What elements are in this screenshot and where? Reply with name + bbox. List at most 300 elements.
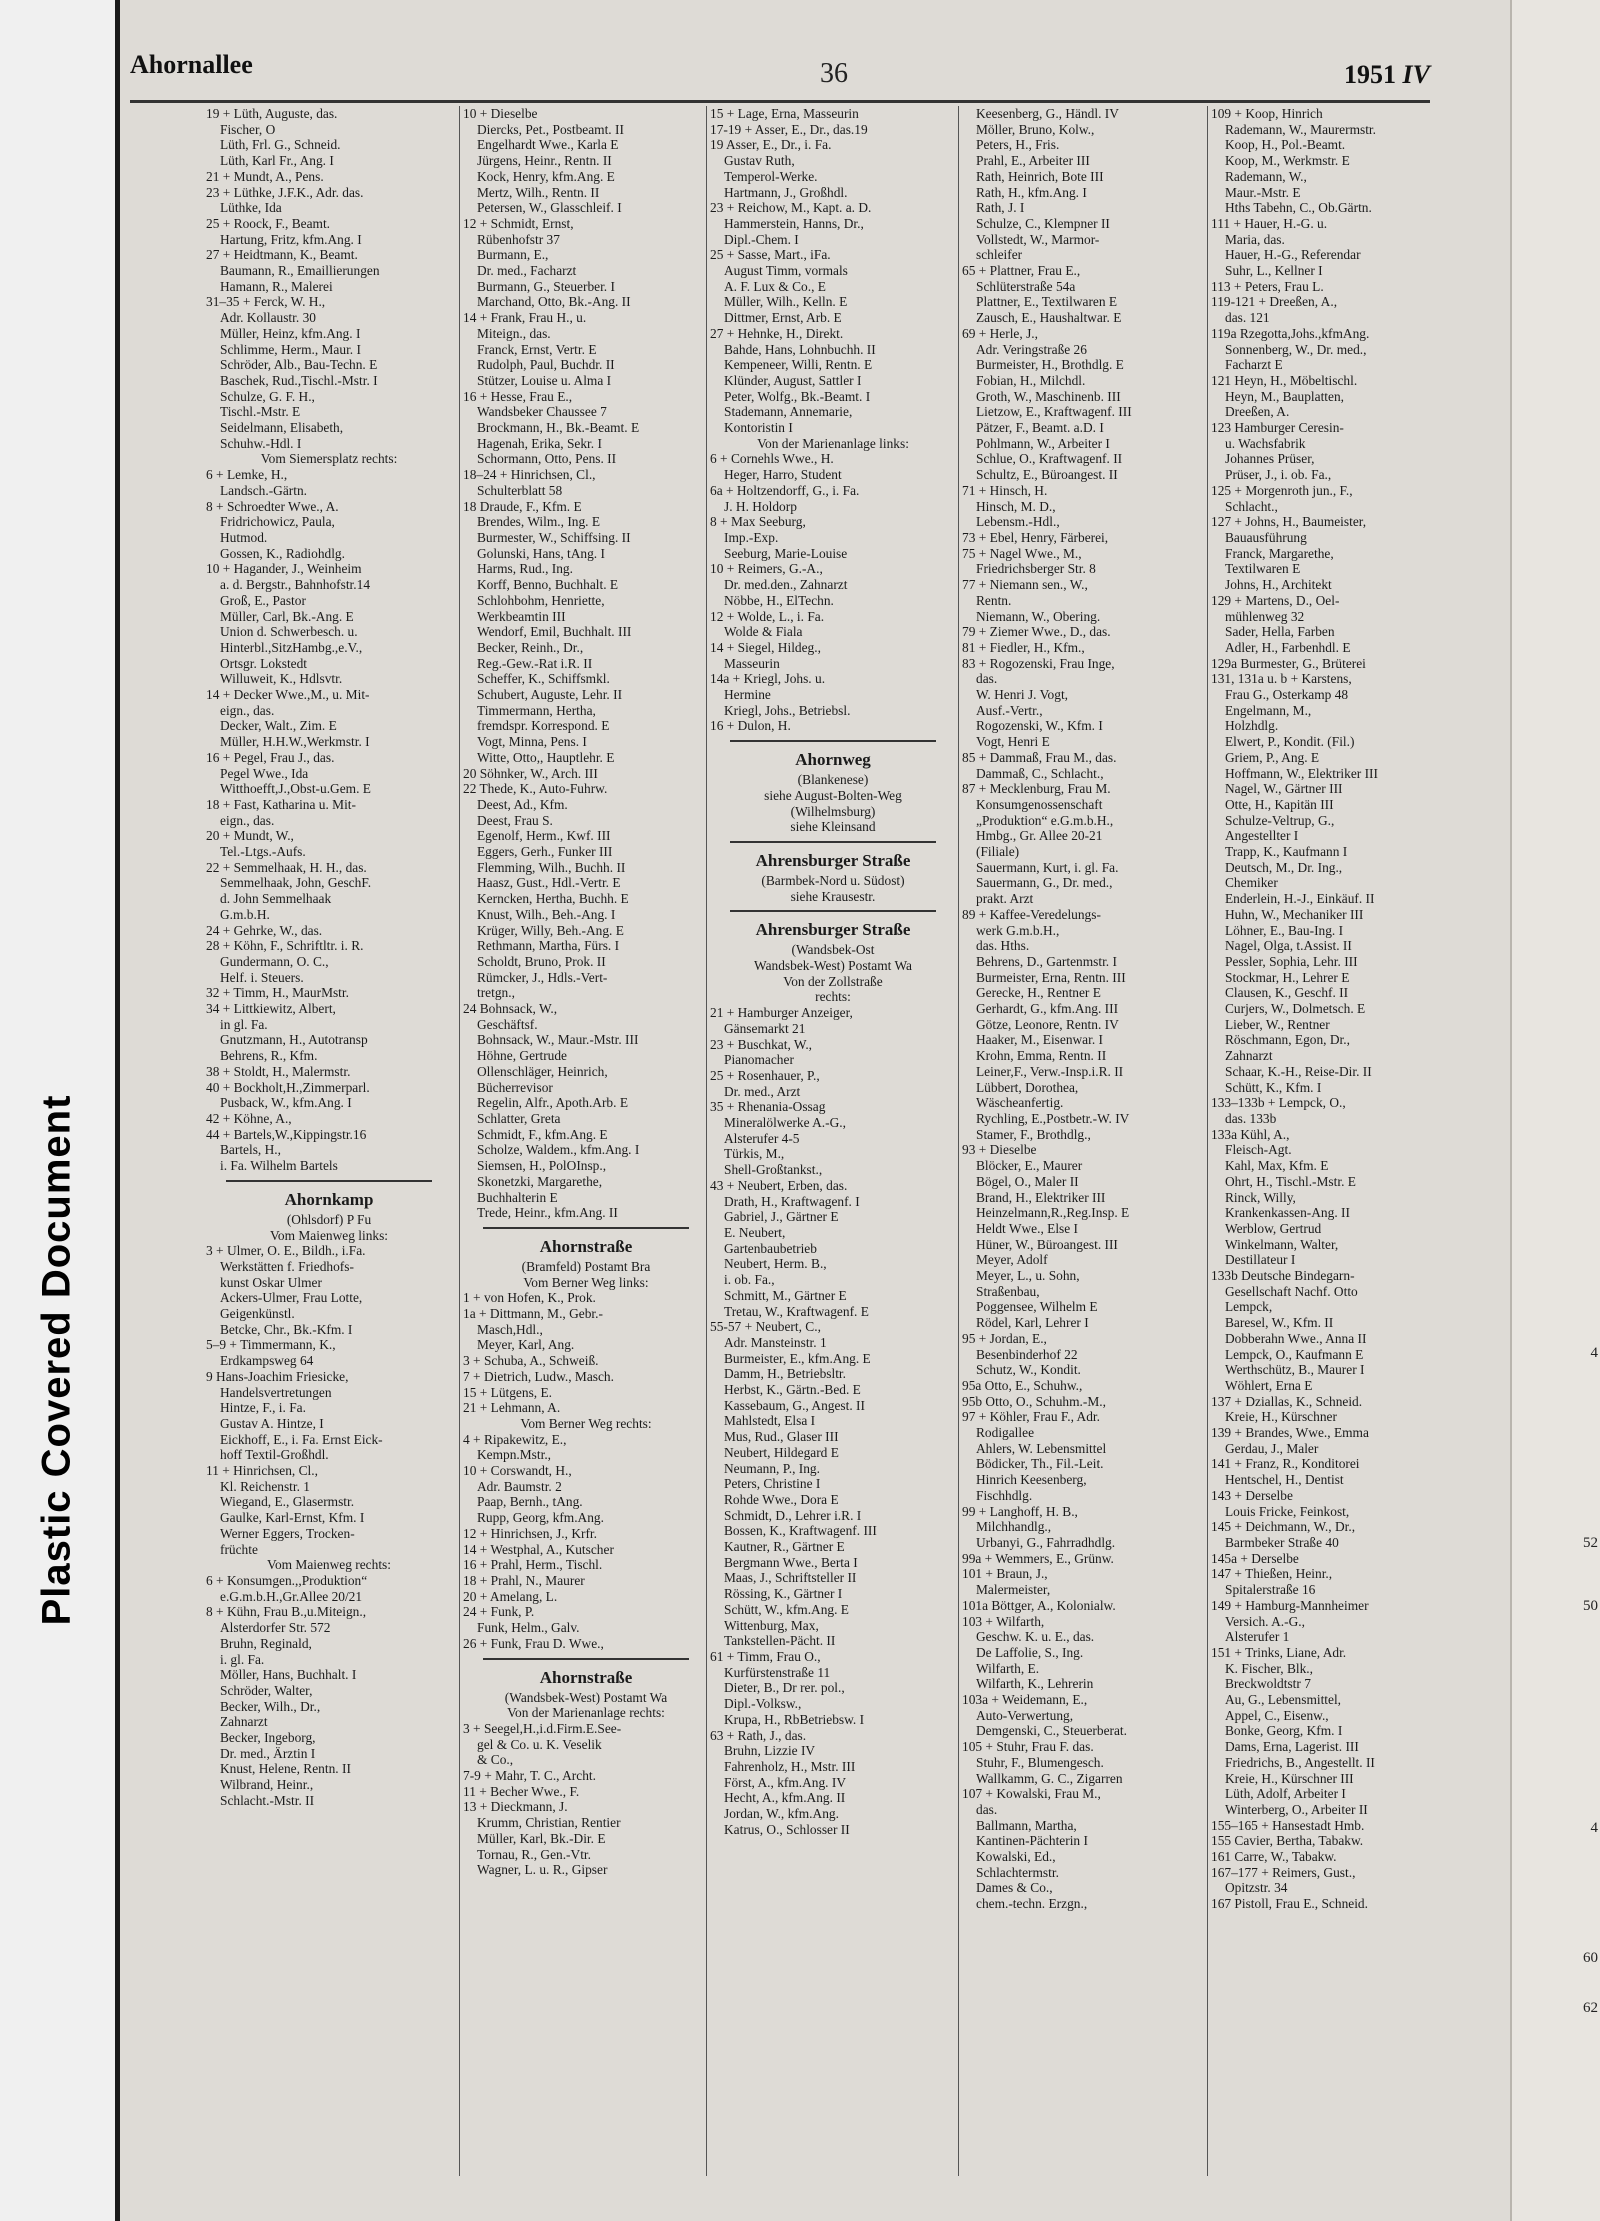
directory-entry: Bödicker, Th., Fil.-Leit. — [976, 1456, 1104, 1472]
directory-entry: Plattner, E., Textilwaren E — [976, 294, 1118, 310]
directory-entry: eign., das. — [220, 702, 275, 718]
directory-entry: Neubert, Hildegard E — [724, 1444, 839, 1460]
directory-entry: Konsumgenossenschaft — [976, 796, 1103, 812]
directory-entry: Möller, Bruno, Kolw., — [976, 121, 1095, 137]
directory-entry: Müller, H.H.W.,Werkmstr. I — [220, 734, 370, 750]
directory-entry: Tornau, R., Gen.-Vtr. — [477, 1846, 591, 1862]
directory-entry: Prahl, E., Arbeiter III — [976, 153, 1090, 169]
directory-entry: Winkelmann, Walter, — [1225, 1236, 1339, 1252]
directory-entry: Rath, H., kfm.Ang. I — [976, 184, 1087, 200]
directory-entry: Wilfarth, E. — [976, 1660, 1040, 1676]
directory-entry: 95b Otto, O., Schuhm.-M., — [962, 1393, 1106, 1409]
directory-entry: Hauer, H.-G., Referendar — [1225, 247, 1361, 263]
directory-entry: 119a Rzegotta,Johs.,kfmAng. — [1211, 325, 1370, 341]
directory-entry: Zahnarzt — [1225, 1048, 1273, 1064]
directory-entry: Schultz, E., Büroangest. II — [976, 467, 1118, 483]
directory-entry: 18 + Fast, Katharina u. Mit- — [206, 796, 356, 812]
directory-entry: Nöbbe, H., ElTechn. — [724, 592, 834, 608]
directory-entry: Semmelhaak, John, GeschF. — [220, 875, 372, 891]
year-part — [1344, 60, 1430, 90]
directory-entry: Gerhardt, G., kfm.Ang. III — [976, 1001, 1119, 1017]
directory-entry: August Timm, vormals — [724, 263, 848, 279]
directory-entry: Bauausführung — [1225, 529, 1307, 545]
directory-entry: Schlacht.-Mstr. II — [220, 1792, 315, 1808]
directory-entry: Kurfürstenstraße 11 — [724, 1664, 831, 1680]
directory-entry: Tel.-Ltgs.-Aufs. — [220, 844, 306, 860]
directory-entry: 14 + Frank, Frau H., u. — [463, 310, 587, 326]
directory-entry: Deest, Frau S. — [477, 812, 553, 828]
section-note: Vom Maienweg links: — [269, 1227, 389, 1243]
directory-entry: Skonetzki, Margarethe, — [477, 1173, 603, 1189]
directory-entry: Kock, Henry, kfm.Ang. E — [477, 168, 615, 184]
directory-entry: Hths Tabehn, C., Ob.Gärtn. — [1225, 200, 1372, 216]
directory-entry: Becker, Ingeborg, — [220, 1730, 316, 1746]
directory-entry: Friedrichsberger Str. 8 — [976, 561, 1096, 577]
directory-entry: Burmeister, Erna, Rentn. III — [976, 969, 1126, 985]
directory-entry: Kautner, R., Gärtner E — [724, 1539, 845, 1555]
column-divider — [1207, 106, 1208, 2176]
directory-entry: Appel, C., Eisenw., — [1225, 1707, 1329, 1723]
directory-entry: Krupa, H., RbBetriebsw. I — [724, 1711, 865, 1727]
column-2 — [463, 106, 709, 2186]
directory-entry: Lempck, — [1225, 1299, 1273, 1315]
part: IV — [1402, 60, 1430, 89]
directory-entry: Löhner, E., Bau-Ing. I — [1225, 922, 1344, 938]
directory-entry: 145 + Deichmann, W., Dr., — [1211, 1519, 1356, 1535]
directory-entry: Enderlein, H.-J., Einkäuf. II — [1225, 891, 1375, 907]
directory-entry: G.m.b.H. — [220, 906, 270, 922]
directory-entry: Petersen, W., Glasschleif. I — [477, 200, 622, 216]
directory-entry: Gustav A. Hintze, I — [220, 1415, 324, 1431]
column-5 — [1211, 106, 1457, 2186]
directory-entry: (Filiale) — [976, 844, 1020, 860]
directory-entry: Gaulke, Karl-Ernst, Kfm. I — [220, 1510, 365, 1526]
directory-entry: Franck, Margarethe, — [1225, 545, 1334, 561]
directory-entry: Heinzelmann,R.,Reg.Insp. E — [976, 1205, 1130, 1221]
section-note: siehe August-Bolten-Weg — [764, 787, 902, 803]
directory-entry: tretgn., — [477, 985, 515, 1001]
directory-entry: Temperol-Werke. — [724, 168, 818, 184]
directory-entry: Shell-Großtankst., — [724, 1162, 823, 1178]
directory-entry: Kl. Reichenstr. 1 — [220, 1478, 311, 1494]
directory-entry: Jürgens, Heinr., Rentn. II — [477, 153, 612, 169]
directory-entry: Gossen, K., Radiohdlg. — [220, 545, 345, 561]
directory-entry: Geschäftsf. — [477, 1016, 538, 1032]
directory-entry: Keesenberg, G., Händl. IV — [976, 106, 1119, 121]
page-number: 36 — [820, 58, 848, 89]
edge-number: 4 — [1590, 1820, 1598, 1836]
directory-entry: 127 + Johns, H., Baumeister, — [1211, 514, 1367, 530]
directory-entry: Engelhardt Wwe., Karla E — [477, 137, 619, 153]
directory-entry: Brockmann, H., Bk.-Beamt. E — [477, 420, 640, 436]
directory-entry: 12 + Schmidt, Ernst, — [463, 215, 574, 231]
directory-entry: Spitalerstraße 16 — [1225, 1582, 1316, 1598]
directory-entry: Kahl, Max, Kfm. E — [1225, 1158, 1329, 1174]
directory-entry: Wilbrand, Heinr., — [220, 1777, 314, 1793]
directory-entry: Franck, Ernst, Vertr. E — [477, 341, 597, 357]
column-divider — [459, 106, 460, 2176]
directory-entry: u. Wachsfabrik — [1225, 435, 1306, 451]
directory-entry: Deutsch, M., Dr. Ing., — [1225, 859, 1343, 875]
directory-entry: Siemsen, H., PolOInsp., — [477, 1158, 607, 1174]
section-divider — [483, 1227, 689, 1229]
directory-entry: 3 + Seegel,H.,i.d.Firm.E.See- — [463, 1720, 622, 1736]
directory-entry: Werblow, Gertrud — [1225, 1220, 1322, 1236]
directory-entry: Schulze-Veltrup, G., — [1225, 812, 1335, 828]
directory-entry: Dr. med., Arzt — [724, 1083, 801, 1099]
directory-entry: 101a Böttger, A., Kolonialw. — [962, 1597, 1116, 1613]
directory-entry: Jordan, W., kfm.Ang. — [724, 1806, 839, 1822]
directory-entry: Harms, Rud., Ing. — [477, 561, 573, 577]
directory-entry: Müller, Carl, Bk.-Ang. E — [220, 608, 354, 624]
directory-entry: Schulze, C., Klempner II — [976, 215, 1110, 231]
directory-entry: 15 + Lütgens, E. — [463, 1384, 553, 1400]
directory-entry: Neubert, Herm. B., — [724, 1256, 827, 1272]
directory-entry: Rogozenski, W., Kfm. I — [976, 718, 1103, 734]
directory-entry: Ohrt, H., Tischl.-Mstr. E — [1225, 1173, 1356, 1189]
directory-entry: 6 + Konsumgen.,,Produktion“ — [206, 1572, 368, 1588]
directory-entry: Gesellschaft Nachf. Otto — [1225, 1283, 1358, 1299]
directory-entry: Pätzer, F., Beamt. a.D. I — [976, 420, 1104, 436]
directory-entry: 111 + Hauer, H.-G. u. — [1211, 215, 1328, 231]
directory-entry: Decker, Walt., Zim. E — [220, 718, 337, 734]
directory-entry: Schlatter, Greta — [477, 1111, 561, 1126]
directory-entry: das. — [976, 1801, 998, 1817]
directory-entry: Lempck, O., Kaufmann E — [1225, 1346, 1364, 1362]
directory-entry: 24 + Gehrke, W., das. — [206, 922, 323, 938]
directory-entry: Fleisch-Agt. — [1225, 1142, 1292, 1158]
directory-entry: Reg.-Gew.-Rat i.R. II — [477, 655, 593, 671]
directory-entry: Heger, Harro, Student — [724, 467, 842, 483]
directory-entry: 20 + Mundt, W., — [206, 828, 294, 844]
directory-entry: Dr. med., Ärztin I — [220, 1745, 316, 1761]
directory-entry: 155 Cavier, Bertha, Tabakw. — [1211, 1833, 1364, 1849]
directory-entry: Deest, Ad., Kfm. — [477, 796, 568, 812]
directory-entry: 7-9 + Mahr, T. C., Archt. — [463, 1768, 596, 1784]
directory-entry: das. 121 — [1225, 310, 1270, 326]
directory-entry: Versich. A.-G., — [1225, 1613, 1305, 1629]
directory-entry: Götze, Leonore, Rentn. IV — [976, 1016, 1119, 1032]
directory-entry: 83 + Rogozenski, Frau Inge, — [962, 655, 1115, 671]
directory-entry: Dieter, B., Dr rer. pol., — [724, 1680, 845, 1696]
directory-entry: Willuweit, K., Hdlsvtr. — [220, 671, 343, 687]
directory-entry: Gänsemarkt 21 — [724, 1020, 806, 1036]
directory-entry: eign., das. — [220, 812, 275, 828]
directory-entry: Schubert, Auguste, Lehr. II — [477, 687, 623, 703]
directory-entry: Handelsvertretungen — [220, 1384, 332, 1400]
directory-entry: 14 + Siegel, Hildeg., — [710, 639, 821, 655]
directory-entry: 9 Hans-Joachim Friesicke, — [206, 1368, 349, 1384]
directory-entry: Rudolph, Paul, Buchdr. II — [477, 357, 615, 373]
directory-entry: Kantinen-Pächterin I — [976, 1833, 1088, 1849]
directory-entry: Lüthke, Ida — [220, 200, 282, 216]
directory-entry: Otte, H., Kapitän III — [1225, 796, 1334, 812]
directory-entry: Baresel, W., Kfm. II — [1225, 1315, 1334, 1331]
directory-entry: Masch,Hdl., — [477, 1321, 543, 1337]
directory-entry: Schlimme, Herm., Maur. I — [220, 341, 361, 357]
directory-entry: 18 + Prahl, N., Maurer — [463, 1572, 585, 1588]
directory-entry: Bögel, O., Maler II — [976, 1173, 1079, 1189]
directory-entry: Holzhdlg. — [1225, 718, 1279, 734]
directory-entry: Nagel, Olga, t.Assist. II — [1225, 938, 1352, 954]
directory-entry: Schulze, G. F. H., — [220, 388, 315, 404]
edge-number: 62 — [1583, 2000, 1598, 2016]
directory-entry: Dams, Erna, Lagerist. III — [1225, 1739, 1359, 1755]
directory-entry: Schütt, K., Kfm. I — [1225, 1079, 1322, 1095]
directory-entry: Wöhlert, Erna E — [1225, 1377, 1313, 1393]
directory-entry: Schormann, Otto, Pens. II — [477, 451, 617, 467]
directory-entry: Rödel, Karl, Lehrer I — [976, 1315, 1089, 1331]
directory-entry: Clausen, K., Geschf. II — [1225, 985, 1349, 1001]
directory-entry: Krankenkassen-Ang. II — [1225, 1205, 1350, 1221]
directory-entry: 35 + Rhenania-Ossag — [710, 1099, 826, 1115]
directory-entry: Bergmann Wwe., Berta I — [724, 1554, 858, 1570]
directory-entry: 3 + Schuba, A., Schweiß. — [463, 1353, 599, 1369]
directory-entry: Hutmod. — [220, 529, 268, 545]
section-note: Vom Berner Weg links: — [523, 1274, 649, 1290]
directory-entry: 25 + Rosenhauer, P., — [710, 1067, 820, 1083]
directory-entry: Opitzstr. 34 — [1225, 1880, 1288, 1896]
directory-entry: 69 + Herle, J., — [962, 325, 1038, 341]
street-section-heading: Ahornkamp — [284, 1189, 374, 1209]
directory-entry: schleifer — [976, 247, 1023, 263]
directory-entry: Pegel Wwe., Ida — [220, 765, 309, 781]
directory-entry: J. H. Holdorp — [724, 498, 797, 514]
directory-entry: 131, 131a u. b + Karstens, — [1211, 671, 1352, 687]
directory-entry: Schuhw.-Hdl. I — [220, 435, 302, 451]
directory-entry: Hinterbl.,SitzHambg.,e.V., — [220, 639, 363, 655]
directory-entry: 5–9 + Timmermann, K., — [206, 1337, 336, 1353]
directory-entry: Geschw. K. u. E., das. — [976, 1629, 1095, 1645]
directory-entry: Lübbert, Dorothea, — [976, 1079, 1079, 1095]
directory-entry: Dipl.-Chem. I — [724, 231, 799, 247]
directory-entry: Lüth, Karl Fr., Ang. I — [220, 153, 334, 169]
directory-entry: 32 + Timm, H., MaurMstr. — [206, 985, 349, 1001]
section-note: Wandsbek-West) Postamt Wa — [754, 958, 912, 974]
section-note: siehe Krausestr. — [790, 888, 876, 904]
directory-entry: Dames & Co., — [976, 1880, 1053, 1896]
directory-entry: Hoffmann, W., Elektriker III — [1225, 765, 1378, 781]
directory-entry: Schütt, W., kfm.Ang. E — [724, 1601, 849, 1617]
directory-entry: fremdspr. Korrespond. E — [477, 718, 610, 734]
directory-entry: 44 + Bartels,W.,Kippingstr.16 — [206, 1126, 367, 1142]
directory-entry: 81 + Fiedler, H., Kfm., — [962, 639, 1085, 655]
street-section-heading: Ahornstraße — [539, 1236, 633, 1256]
directory-entry: Witthoefft,J.,Obst-u.Gem. E — [220, 781, 371, 797]
directory-entry: Werthschütz, B., Maurer I — [1225, 1362, 1365, 1378]
directory-entry: Maria, das. — [1225, 231, 1285, 247]
directory-entry: Türkis, M., — [724, 1146, 785, 1162]
directory-entry: Scholze, Waldem., kfm.Ang. I — [477, 1142, 640, 1158]
directory-entry: Trede, Heinr., kfm.Ang. II — [477, 1205, 618, 1221]
directory-entry: 19 + Lüth, Auguste, das. — [206, 106, 338, 121]
directory-entry: 21 + Mundt, A., Pens. — [206, 168, 324, 184]
directory-entry: De Laffolie, S., Ing. — [976, 1644, 1084, 1660]
directory-entry: Meyer, L., u. Sohn, — [976, 1268, 1080, 1284]
directory-entry: 22 Thede, K., Auto-Fuhrw. — [463, 781, 608, 797]
section-divider — [730, 740, 936, 742]
directory-entry: Mus, Rud., Glaser III — [724, 1429, 839, 1445]
directory-entry: 1 + von Hofen, K., Prok. — [463, 1290, 596, 1306]
directory-entry: Wagner, L. u. R., Gipser — [477, 1862, 608, 1878]
directory-entry: Kreie, H., Kürschner — [1225, 1409, 1337, 1425]
directory-entry: Burmeister, H., Brothdlg. E — [976, 357, 1124, 373]
directory-entry: Kontoristin I — [724, 420, 793, 436]
directory-entry: 20 + Amelang, L. — [463, 1588, 558, 1604]
directory-entry: 23 + Buschkat, W., — [710, 1036, 813, 1052]
directory-entry: Dobberahn Wwe., Anna II — [1225, 1330, 1367, 1346]
directory-entry: 149 + Hamburg-Mannheimer — [1211, 1597, 1369, 1613]
directory-entry: Wiegand, E., Glasermstr. — [220, 1494, 355, 1510]
directory-entry: 34 + Littkiewitz, Albert, — [206, 1001, 336, 1017]
directory-entry: 119-121 + Dreeßen, A., — [1211, 294, 1338, 310]
directory-entry: Krumm, Christian, Rentier — [477, 1815, 621, 1831]
directory-entry: 155–165 + Hansestadt Hmb. — [1211, 1817, 1365, 1833]
directory-entry: Fischhdlg. — [976, 1487, 1033, 1503]
column-1 — [206, 106, 452, 2186]
directory-entry: Stuhr, F., Blumengesch. — [976, 1754, 1104, 1770]
directory-entry: 21 + Lehmann, A. — [463, 1400, 561, 1416]
directory-entry: 125 + Morgenroth jun., F., — [1211, 482, 1353, 498]
directory-entry: 16 + Dulon, H. — [710, 718, 791, 734]
directory-entry: 21 + Hamburger Anzeiger, — [710, 1005, 853, 1021]
directory-entry: Fischer, O — [220, 121, 276, 137]
directory-entry: Dr. med.den., Zahnarzt — [724, 577, 848, 593]
directory-entry: Timmermann, Hertha, — [477, 702, 596, 718]
directory-entry: Ballmann, Martha, — [976, 1817, 1077, 1833]
directory-entry: 141 + Franz, R., Konditorei — [1211, 1456, 1360, 1472]
directory-entry: 24 Bohnsack, W., — [463, 1001, 558, 1017]
directory-entry: Schlue, O., Kraftwagenf. II — [976, 451, 1123, 467]
directory-entry: Schaar, K.-H., Reise-Dir. II — [1225, 1063, 1372, 1079]
section-note: Von der Zollstraße — [783, 973, 883, 989]
directory-entry: Sauermann, Kurt, i. gl. Fa. — [976, 859, 1119, 875]
directory-entry: 95a Otto, E., Schuhw., — [962, 1377, 1083, 1393]
directory-entry: 26 + Funk, Frau D. Wwe., — [463, 1635, 604, 1651]
directory-entry: 27 + Hehnke, H., Direkt. — [710, 325, 844, 341]
directory-entry: Schlüterstraße 54a — [976, 278, 1076, 294]
directory-entry: A. F. Lux & Co., E — [724, 278, 826, 294]
directory-entry: Adr. Baumstr. 2 — [477, 1478, 562, 1494]
directory-entry: Heldt Wwe., Else I — [976, 1220, 1079, 1236]
directory-entry: 103a + Weidemann, E., — [962, 1692, 1088, 1708]
directory-entry: Vollstedt, W., Marmor- — [976, 231, 1100, 247]
directory-entry: Urbanyi, G., Fahrradhdlg. — [976, 1534, 1116, 1550]
directory-entry: „Produktion“ e.G.m.b.H., — [976, 812, 1114, 828]
directory-entry: Textilwaren E — [1225, 561, 1301, 577]
directory-entry: 43 + Neubert, Erben, das. — [710, 1177, 848, 1193]
directory-entry: Neumann, P., Ing. — [724, 1460, 820, 1476]
directory-entry: Alsterufer 4-5 — [724, 1130, 800, 1146]
directory-entry: Hüner, W., Büroangest. III — [976, 1236, 1118, 1252]
directory-entry: Hagenah, Erika, Sekr. I — [477, 435, 602, 451]
directory-entry: Nagel, W., Gärtner III — [1225, 781, 1343, 797]
directory-entry: Schlachtermstr. — [976, 1864, 1059, 1880]
directory-entry: i. Fa. Wilhelm Bartels — [220, 1158, 338, 1174]
section-note: (Wandsbek-West) Postamt Wa — [504, 1689, 668, 1705]
directory-entry: & Co., — [477, 1752, 514, 1768]
directory-entry: Pohlmann, W., Arbeiter I — [976, 435, 1110, 451]
directory-entry: 147 + Thießen, Heinr., — [1211, 1566, 1333, 1582]
directory-entry: Adr. Veringstraße 26 — [976, 341, 1087, 357]
directory-entry: 93 + Dieselbe — [962, 1142, 1037, 1158]
directory-entry: Behrens, D., Gartenmstr. I — [976, 953, 1117, 969]
directory-entry: Höhne, Gertrude — [477, 1048, 567, 1064]
directory-entry: 14 + Decker Wwe.,M., u. Mit- — [206, 687, 370, 703]
directory-entry: Gabriel, J., Gärtner E — [724, 1209, 839, 1225]
directory-entry: Alsterufer 1 — [1225, 1629, 1290, 1645]
directory-entry: Schröder, Alb., Bau-Techn. E — [220, 357, 378, 373]
directory-entry: Johannes Prüser, — [1225, 451, 1315, 467]
directory-entry: Miteign., das. — [477, 325, 551, 341]
directory-entry: 105 + Stuhr, Frau F. das. — [962, 1739, 1094, 1755]
directory-entry: Groß, E., Pastor — [220, 592, 306, 608]
directory-entry: 27 + Heidtmann, K., Beamt. — [206, 247, 358, 263]
directory-entry: 19 Asser, E., Dr., i. Fa. — [710, 137, 832, 153]
directory-entry: 109 + Koop, Hinrich — [1211, 106, 1323, 121]
directory-entry: Becker, Reinh., Dr., — [477, 639, 584, 655]
directory-entry: 167–177 + Reimers, Gust., — [1211, 1864, 1356, 1880]
directory-entry: d. John Semmelhaak — [220, 891, 332, 907]
directory-entry: Imp.-Exp. — [724, 529, 779, 545]
directory-entry: Peters, Christine I — [724, 1476, 821, 1492]
directory-entry: Ausf.-Vertr., — [976, 702, 1043, 718]
directory-entry: Rössing, K., Gärtner I — [724, 1586, 843, 1602]
directory-entry: 101 + Braun, J., — [962, 1566, 1048, 1582]
directory-entry: Koop, H., Pol.-Beamt. — [1225, 137, 1346, 153]
directory-entry: 14a + Kriegl, Johs. u. — [710, 671, 826, 687]
directory-entry: Hinrich Keesenberg, — [976, 1472, 1087, 1488]
directory-entry: Tischl.-Mstr. E — [220, 404, 301, 420]
directory-entry: Hamann, R., Malerei — [220, 278, 333, 294]
directory-entry: Lüth, Frl. G., Schneid. — [220, 137, 341, 153]
directory-entry: Haasz, Gust., Hdl.-Vertr. E — [477, 875, 621, 891]
directory-entry: Damm, H., Betriebsltr. — [724, 1366, 846, 1382]
directory-entry: Burmeister, E., kfm.Ang. E — [724, 1350, 871, 1366]
section-note: (Barmbek-Nord u. Südost) — [761, 872, 905, 888]
directory-entry: Mertz, Wilh., Rentn. II — [477, 184, 600, 200]
directory-entry: Dittmer, Ernst, Arb. E — [724, 310, 842, 326]
directory-entry: Winterberg, O., Arbeiter II — [1225, 1801, 1368, 1817]
directory-entry: Poggensee, Wilhelm E — [976, 1299, 1098, 1315]
directory-entry: Demgenski, C., Steuerberat. — [976, 1723, 1127, 1739]
edge-number: 4 — [1590, 1345, 1598, 1361]
directory-entry: 6a + Holtzendorff, G., i. Fa. — [710, 482, 860, 498]
next-page-edge — [1510, 0, 1600, 2221]
page-header — [130, 42, 1430, 102]
directory-entry: Pessler, Sophia, Lehr. III — [1225, 953, 1358, 969]
section-note: Vom Berner Weg rechts: — [520, 1415, 652, 1431]
directory-entry: das. 133b — [1225, 1111, 1277, 1126]
directory-entry: 87 + Mecklenburg, Frau M. — [962, 781, 1111, 797]
directory-entry: Schlacht., — [1225, 498, 1278, 514]
directory-entry: Frau G., Osterkamp 48 — [1225, 687, 1349, 703]
directory-entry: Becker, Wilh., Dr., — [220, 1698, 321, 1714]
directory-entry: Brendes, Wilm., Ing. E — [477, 514, 601, 530]
column-4 — [962, 106, 1208, 2186]
directory-entry: Rentn. — [976, 592, 1012, 608]
directory-entry: Stamer, F., Brothdlg., — [976, 1126, 1091, 1142]
directory-entry: Griem, P., Ang. E — [1225, 749, 1320, 765]
directory-entry: Schulterblatt 58 — [477, 482, 563, 498]
directory-entry: a. d. Bergstr., Bahnhofstr.14 — [220, 577, 371, 593]
directory-entry: Adler, H., Farbenhdl. E — [1225, 639, 1351, 655]
directory-entry: Helf. i. Steuers. — [220, 969, 304, 985]
directory-entry: Lebensm.-Hdl., — [976, 514, 1060, 530]
directory-entry: Chemiker — [1225, 875, 1278, 891]
directory-entry: 6 + Cornehls Wwe., H. — [710, 451, 834, 467]
directory-entry: Hermine — [724, 687, 771, 703]
